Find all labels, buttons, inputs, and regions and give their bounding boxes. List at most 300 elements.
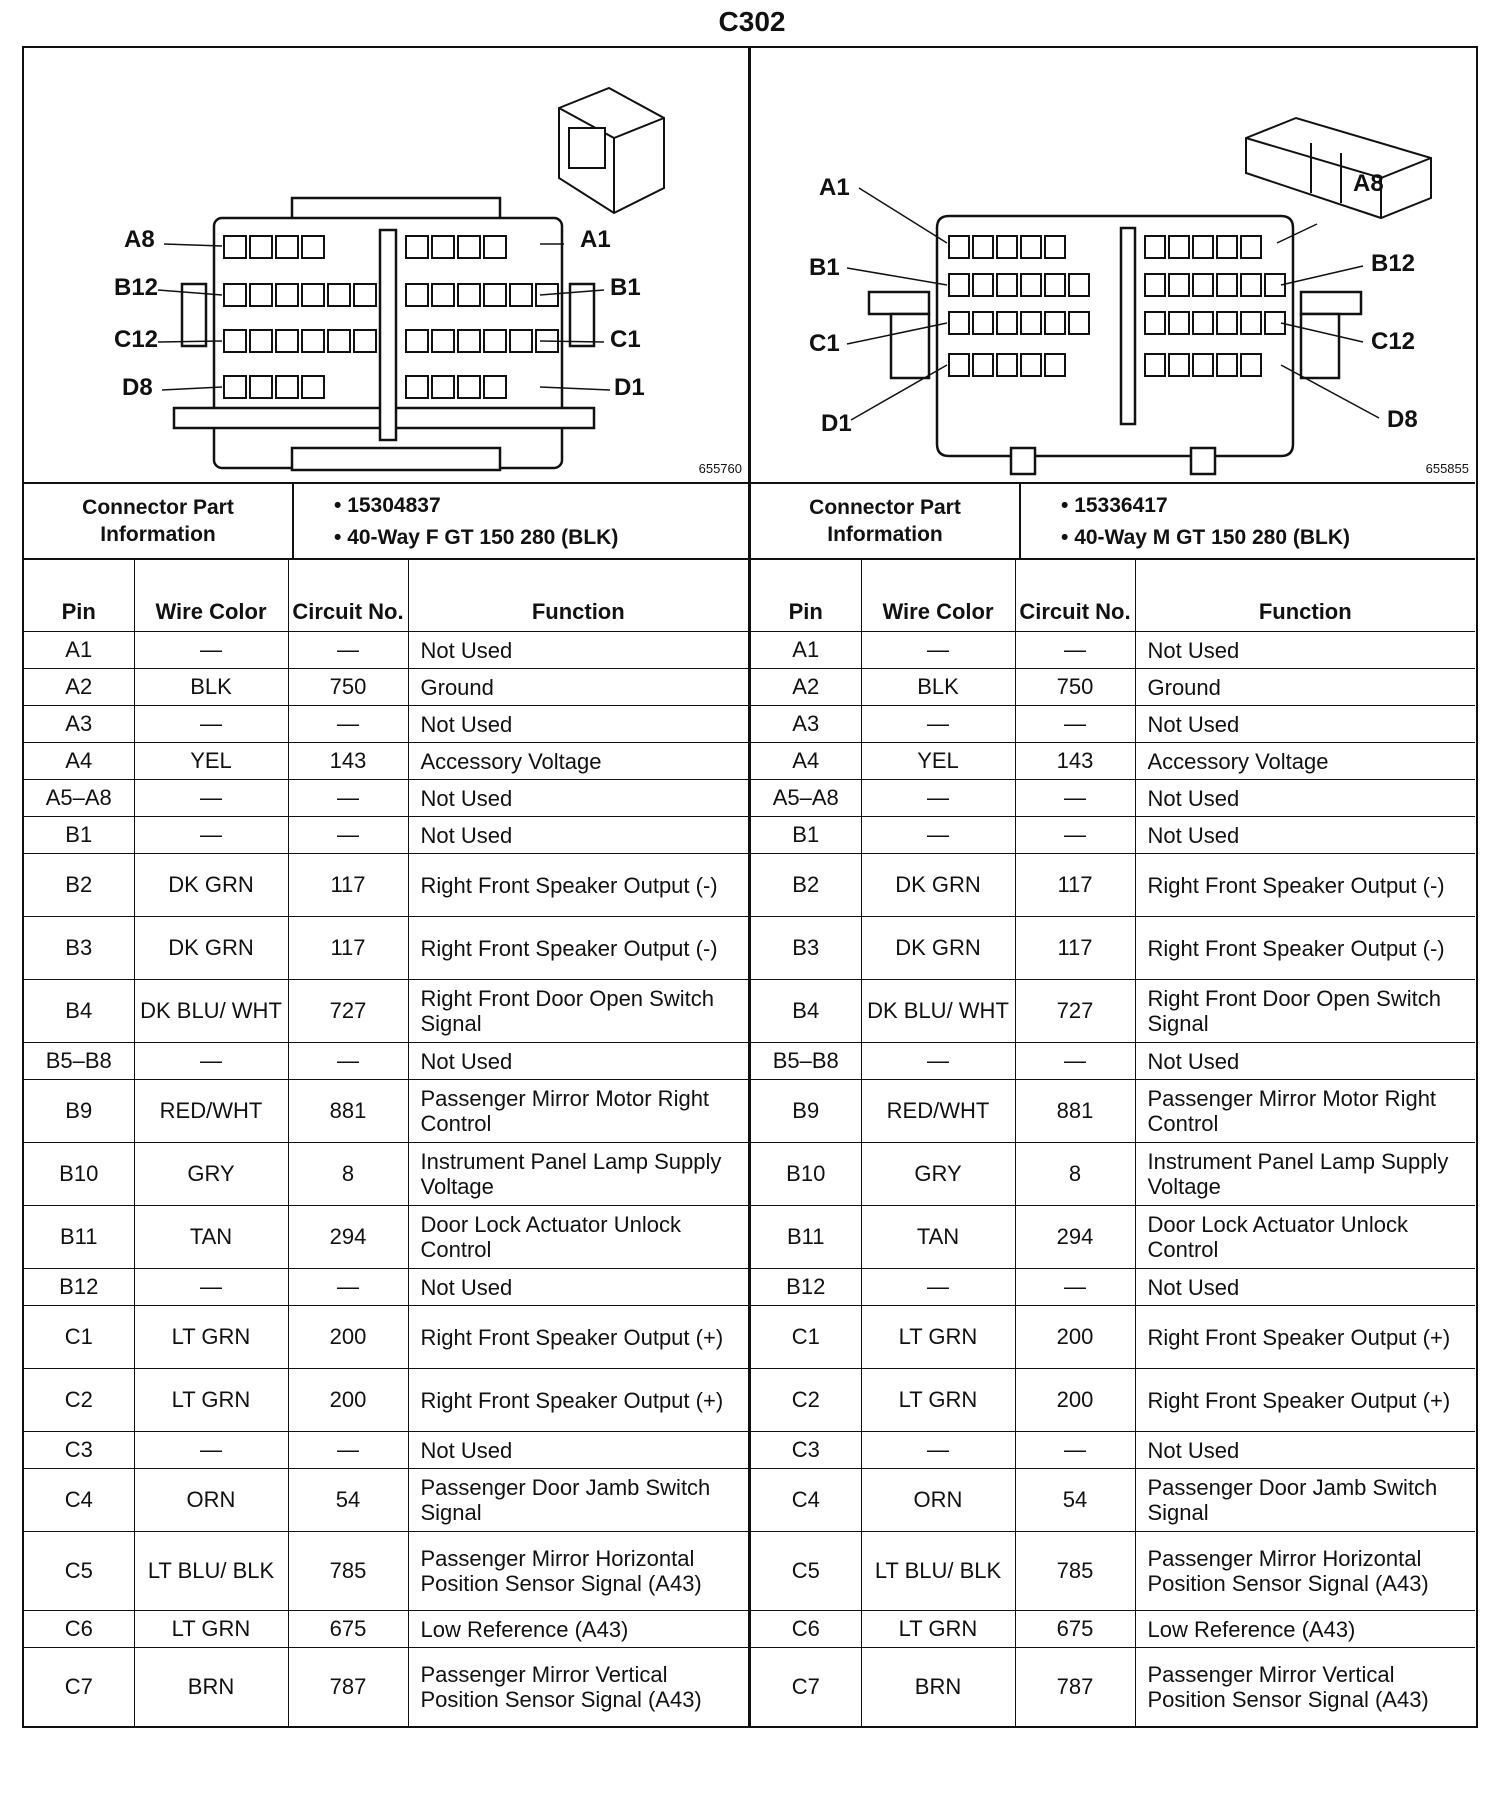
function-cell: Right Front Speaker Output (+) [408,1369,748,1432]
cavity [1193,236,1213,258]
table-row [751,854,1475,917]
pin-cell: B1 [751,817,861,854]
cavity [1241,236,1261,258]
function-cell: Not Used [408,1432,748,1469]
function-cell: Ground [1135,669,1475,706]
wire-color-cell: — [861,706,1015,743]
cavity [1193,274,1213,296]
function-cell: Passenger Mirror Horizontal Position Sensor Signal (A43) [408,1532,748,1611]
function-cell: Not Used [408,817,748,854]
cavity [1021,312,1041,334]
table-row [24,1611,748,1648]
wire-color-cell: DK GRN [861,917,1015,980]
function-cell: Accessory Voltage [408,743,748,780]
circuit-cell: 750 [1015,669,1135,706]
connector-description: 40-Way M GT 150 280 (BLK) [1074,526,1350,549]
cavity [1217,354,1237,376]
circuit-cell: 727 [1015,980,1135,1043]
cavity [1069,312,1089,334]
pin-cell: A2 [751,669,861,706]
circuit-cell: — [288,632,408,669]
function-cell: Right Front Door Open Switch Signal [1135,980,1475,1043]
table-row [24,780,748,817]
table-row [24,1269,748,1306]
connector-info-list: • 15336417 • 40-Way M GT 150 280 (BLK) [1061,494,1350,549]
pin-cell: B4 [24,980,134,1043]
wire-color-cell: — [134,632,288,669]
circuit-cell: 200 [1015,1369,1135,1432]
function-cell: Not Used [408,1269,748,1306]
table-row [24,669,748,706]
cavity [1021,274,1041,296]
cavity [1241,354,1261,376]
label-row2-right: B12 [1371,250,1416,277]
col-wire-color: Wire Color [861,560,1015,632]
circuit-cell: 785 [1015,1532,1135,1611]
wire-color-cell: YEL [861,743,1015,780]
table-row [24,706,748,743]
drawing-number: 655760 [698,461,742,476]
circuit-cell: — [288,780,408,817]
cavity [458,376,480,398]
cavity [302,284,324,306]
circuit-cell: — [1015,1269,1135,1306]
cavity [949,312,969,334]
function-cell: Passenger Door Jamb Switch Signal [1135,1469,1475,1532]
cavity [949,274,969,296]
pin-cell: C7 [751,1648,861,1727]
pin-cell: B2 [751,854,861,917]
part-number: 15336417 [1074,494,1168,517]
wire-color-cell: DK BLU/ WHT [134,980,288,1043]
cavity [432,330,454,352]
col-function: Function [1135,560,1475,632]
function-cell: Passenger Mirror Horizontal Position Sensor Signal (A43) [1135,1532,1475,1611]
function-cell: Instrument Panel Lamp Supply Voltage [1135,1143,1475,1206]
table-row [24,1532,748,1611]
wire-color-cell: LT GRN [861,1611,1015,1648]
pin-cell: A3 [24,706,134,743]
cavity [276,284,298,306]
function-cell: Right Front Speaker Output (+) [1135,1369,1475,1432]
cavity [302,330,324,352]
pin-cell: C1 [751,1306,861,1369]
cavity [406,376,428,398]
table-row [751,1269,1475,1306]
wire-color-cell: LT GRN [861,1369,1015,1432]
cavity [484,236,506,258]
circuit-cell: — [288,1269,408,1306]
col-pin: Pin [24,560,134,632]
label-row2-right: B1 [610,274,641,301]
wire-color-cell: RED/WHT [861,1080,1015,1143]
function-cell: Not Used [1135,780,1475,817]
table-row [24,1206,748,1269]
cavity [1145,354,1165,376]
circuit-cell: 8 [1015,1143,1135,1206]
cavity [1021,236,1041,258]
cavity [432,376,454,398]
circuit-cell: 200 [1015,1306,1135,1369]
cavity [510,330,532,352]
left-connector-info [24,484,748,560]
wire-color-cell: — [134,817,288,854]
pin-cell: B2 [24,854,134,917]
function-cell: Not Used [1135,1043,1475,1080]
table-row [751,706,1475,743]
right-connector-drawing [751,48,1475,482]
cavity [224,376,246,398]
cavity [997,274,1017,296]
col-function: Function [408,560,748,632]
table-row [24,1432,748,1469]
table-row [24,854,748,917]
wire-color-cell: — [861,1043,1015,1080]
cavity [224,330,246,352]
table-row [751,1469,1475,1532]
circuit-cell: — [288,817,408,854]
circuit-cell: 117 [288,854,408,917]
function-cell: Instrument Panel Lamp Supply Voltage [408,1143,748,1206]
cavity [1217,312,1237,334]
wire-color-cell: LT BLU/ BLK [861,1532,1015,1611]
wire-color-cell: BLK [861,669,1015,706]
wire-color-cell: — [134,706,288,743]
cavity [250,330,272,352]
pin-cell: B5–B8 [751,1043,861,1080]
wire-color-cell: — [861,632,1015,669]
page-title: C302 [718,6,786,37]
right-connector-info [751,484,1475,560]
cavity [1193,312,1213,334]
wire-color-cell: — [861,780,1015,817]
pin-cell: B10 [24,1143,134,1206]
circuit-cell: — [1015,817,1135,854]
table-row [751,1611,1475,1648]
cavity [1193,354,1213,376]
circuit-cell: 117 [288,917,408,980]
col-pin: Pin [751,560,861,632]
table-row [24,1043,748,1080]
table-row [751,817,1475,854]
cavity [997,354,1017,376]
cavity [432,284,454,306]
function-cell: Passenger Mirror Vertical Position Sensor Signal (A43) [408,1648,748,1727]
function-cell: Passenger Mirror Motor Right Control [408,1080,748,1143]
circuit-cell: 881 [1015,1080,1135,1143]
label-top-left: A1 [819,174,850,201]
cavity [973,354,993,376]
cavity [302,376,324,398]
table-row [24,917,748,980]
circuit-cell: 294 [1015,1206,1135,1269]
circuit-cell: 8 [288,1143,408,1206]
circuit-cell: 143 [1015,743,1135,780]
wire-color-cell: LT BLU/ BLK [134,1532,288,1611]
cavity [250,376,272,398]
table-row [24,1080,748,1143]
cavity [250,284,272,306]
function-cell: Not Used [1135,1269,1475,1306]
circuit-cell: 200 [288,1306,408,1369]
function-cell: Ground [408,669,748,706]
wire-color-cell: GRY [134,1143,288,1206]
table-row [751,669,1475,706]
pin-cell: B3 [751,917,861,980]
pin-cell: A4 [24,743,134,780]
pin-cell: A1 [751,632,861,669]
cavity [973,236,993,258]
cavity [458,284,480,306]
label-row3-right: C1 [610,326,641,353]
wire-color-cell: LT GRN [134,1611,288,1648]
label-row3-right: C12 [1371,328,1416,355]
pin-cell: A5–A8 [751,780,861,817]
function-cell: Right Front Speaker Output (-) [1135,854,1475,917]
pin-cell: B11 [751,1206,861,1269]
pin-cell: B9 [751,1080,861,1143]
circuit-cell: 675 [1015,1611,1135,1648]
function-cell: Passenger Mirror Motor Right Control [1135,1080,1475,1143]
cavity [973,312,993,334]
function-cell: Not Used [1135,817,1475,854]
pin-cell: A1 [24,632,134,669]
circuit-cell: 117 [1015,917,1135,980]
table-row [751,1143,1475,1206]
circuit-cell: 117 [1015,854,1135,917]
cavity [510,284,532,306]
cavity [406,330,428,352]
pin-cell: A3 [751,706,861,743]
cavity [432,236,454,258]
pin-cell: B12 [24,1269,134,1306]
wire-color-cell: BRN [861,1648,1015,1727]
pin-cell: B1 [24,817,134,854]
cavity [1045,354,1065,376]
function-cell: Low Reference (A43) [408,1611,748,1648]
wire-color-cell: LT GRN [134,1369,288,1432]
cavity [1145,274,1165,296]
left-connector-diagram [24,48,748,484]
wire-color-cell: RED/WHT [134,1080,288,1143]
function-cell: Passenger Door Jamb Switch Signal [408,1469,748,1532]
table-row [751,1206,1475,1269]
table-row [24,1648,748,1727]
pin-cell: C6 [751,1611,861,1648]
wire-color-cell: DK BLU/ WHT [861,980,1015,1043]
table-row [751,780,1475,817]
connector-info-label: Connector Part Information [24,484,294,558]
function-cell: Not Used [408,706,748,743]
circuit-cell: — [1015,780,1135,817]
cavity [224,284,246,306]
function-cell: Not Used [1135,1432,1475,1469]
wire-color-cell: — [134,1043,288,1080]
pin-cell: B12 [751,1269,861,1306]
pin-cell: C5 [751,1532,861,1611]
wire-color-cell: BLK [134,669,288,706]
cavity [328,284,350,306]
leader-line [158,341,222,342]
circuit-cell: — [1015,1043,1135,1080]
table-row [751,1080,1475,1143]
cavity [406,284,428,306]
leader-line [847,268,947,285]
label-bottom-right: D8 [1387,406,1418,433]
circuit-cell: — [1015,632,1135,669]
left-pinout-table [24,560,748,1726]
cavity [484,330,506,352]
circuit-cell: 787 [288,1648,408,1727]
wire-color-cell: — [134,1432,288,1469]
cavity [1217,236,1237,258]
table-row [24,1369,748,1432]
left-connector-drawing [24,48,748,482]
circuit-cell: 143 [288,743,408,780]
cavity [1217,274,1237,296]
circuit-cell: — [288,1043,408,1080]
circuit-cell: 727 [288,980,408,1043]
function-cell: Accessory Voltage [1135,743,1475,780]
pin-cell: C4 [751,1469,861,1532]
wire-color-cell: ORN [134,1469,288,1532]
wire-color-cell: DK GRN [134,917,288,980]
cavity [1169,354,1189,376]
table-row [751,980,1475,1043]
wire-color-cell: LT GRN [861,1306,1015,1369]
circuit-cell: — [1015,1432,1135,1469]
function-cell: Not Used [408,780,748,817]
wire-color-cell: TAN [861,1206,1015,1269]
table-row [751,917,1475,980]
table-row [751,1532,1475,1611]
wire-color-cell: TAN [134,1206,288,1269]
label-row2-left: B12 [114,274,159,301]
circuit-cell: 54 [288,1469,408,1532]
cavity [949,236,969,258]
pin-cell: A2 [24,669,134,706]
label-row3-left: C1 [809,330,840,357]
drawing-number: 655855 [1425,461,1469,476]
function-cell: Right Front Speaker Output (-) [408,854,748,917]
circuit-cell: 881 [288,1080,408,1143]
right-connector [748,48,1475,1726]
label-row3-left: C12 [114,326,159,353]
cavity [1169,312,1189,334]
circuit-cell: — [288,706,408,743]
wire-color-cell: — [134,1269,288,1306]
cavity [1241,312,1261,334]
pin-cell: C5 [24,1532,134,1611]
circuit-cell: 200 [288,1369,408,1432]
wire-color-cell: — [861,1269,1015,1306]
table-row [24,632,748,669]
cavity [458,330,480,352]
pin-cell: B11 [24,1206,134,1269]
table-row [751,632,1475,669]
cavity [276,376,298,398]
cavity [1145,236,1165,258]
cavity [1021,354,1041,376]
label-top-right: A1 [580,226,611,253]
left-connector [24,48,748,1726]
pin-cell: B10 [751,1143,861,1206]
circuit-cell: 787 [1015,1648,1135,1727]
pin-cell: A5–A8 [24,780,134,817]
cavity [328,330,350,352]
col-wire-color: Wire Color [134,560,288,632]
pin-cell: C7 [24,1648,134,1727]
cavity [949,354,969,376]
label-bottom-left: D8 [122,374,153,401]
right-connector-diagram [751,48,1475,484]
label-top-right: A8 [1353,170,1384,197]
wire-color-cell: — [134,780,288,817]
table-row [751,1306,1475,1369]
connector-info-list: • 15304837 • 40-Way F GT 150 280 (BLK) [334,494,619,549]
function-cell: Door Lock Actuator Unlock Control [408,1206,748,1269]
cavity [276,236,298,258]
wire-color-cell: — [861,1432,1015,1469]
leader-line [859,188,947,243]
table-row [24,1306,748,1369]
table-row [24,1469,748,1532]
cavity [997,312,1017,334]
pin-cell: C2 [751,1369,861,1432]
wire-color-cell: BRN [134,1648,288,1727]
wire-color-cell: ORN [861,1469,1015,1532]
circuit-cell: 294 [288,1206,408,1269]
circuit-cell: — [1015,706,1135,743]
table-row [751,1369,1475,1432]
table-row [751,743,1475,780]
cavity [458,236,480,258]
col-circuit: Circuit No. [1015,560,1135,632]
wire-color-cell: GRY [861,1143,1015,1206]
cavity [484,376,506,398]
pin-cell: C4 [24,1469,134,1532]
cavity [250,236,272,258]
function-cell: Passenger Mirror Vertical Position Sensor Signal (A43) [1135,1648,1475,1727]
cavity [1069,274,1089,296]
table-row [24,743,748,780]
function-cell: Door Lock Actuator Unlock Control [1135,1206,1475,1269]
function-cell: Right Front Speaker Output (-) [408,917,748,980]
table-row [751,1648,1475,1727]
table-row [24,817,748,854]
cavity [224,236,246,258]
circuit-cell: 750 [288,669,408,706]
wire-color-cell: — [861,817,1015,854]
pin-cell: C3 [24,1432,134,1469]
cavity [1045,236,1065,258]
pin-cell: C3 [751,1432,861,1469]
cavity [302,236,324,258]
circuit-cell: 785 [288,1532,408,1611]
function-cell: Not Used [408,1043,748,1080]
col-circuit: Circuit No. [288,560,408,632]
function-cell: Right Front Speaker Output (+) [408,1306,748,1369]
function-cell: Not Used [408,632,748,669]
function-cell: Right Front Speaker Output (-) [1135,917,1475,980]
pin-cell: C6 [24,1611,134,1648]
cavity [973,274,993,296]
pin-cell: B4 [751,980,861,1043]
circuit-cell: — [288,1432,408,1469]
cavity [484,284,506,306]
label-row2-left: B1 [809,254,840,281]
circuit-cell: 675 [288,1611,408,1648]
